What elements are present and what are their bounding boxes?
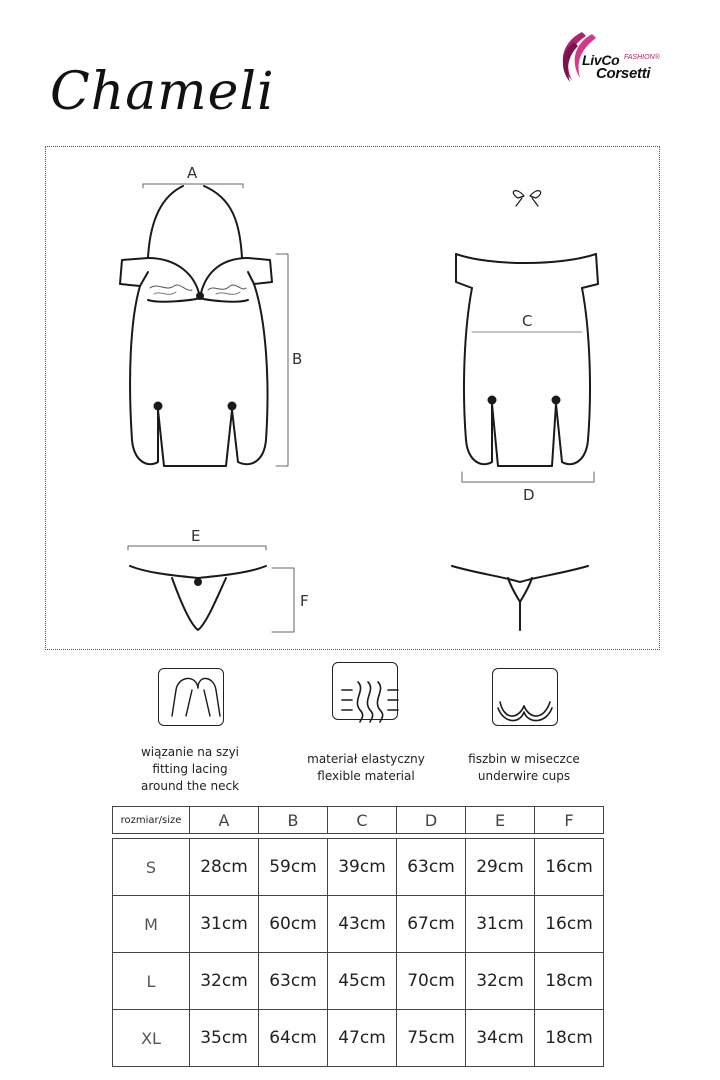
neck-lacing-icon (158, 668, 224, 726)
value-cell: 16cm (535, 896, 604, 953)
value-cell: 47cm (328, 1010, 397, 1067)
size-header-label: rozmiar/size (113, 807, 190, 834)
table-row (113, 896, 604, 953)
product-title: Chameli (50, 62, 275, 122)
measure-label-d: D (523, 486, 535, 504)
column-header-c: C (328, 807, 397, 834)
feature-caption-underwire (434, 751, 614, 785)
front-chemise-drawing (120, 184, 288, 466)
value-cell: 60cm (259, 896, 328, 953)
brand-name-line1: LivCo (582, 52, 620, 68)
value-cell: 16cm (535, 839, 604, 896)
column-header-e: E (466, 807, 535, 834)
size-cell: S (113, 839, 190, 896)
measure-label-e: E (191, 527, 201, 545)
value-cell: 64cm (259, 1010, 328, 1067)
table-row (113, 953, 604, 1010)
value-cell: 28cm (190, 839, 259, 896)
value-cell: 34cm (466, 1010, 535, 1067)
size-cell: XL (113, 1010, 190, 1067)
feature-lacing-line2: fitting lacing (152, 762, 228, 776)
feature-underwire-line2: underwire cups (477, 769, 571, 783)
brand-name-line2: Corsetti (596, 65, 651, 82)
value-cell: 63cm (397, 839, 466, 896)
measure-label-a: A (187, 164, 198, 182)
measure-label-b: B (292, 350, 303, 368)
feature-underwire-line1: fiszbin w miseczce (468, 752, 580, 766)
value-cell: 75cm (397, 1010, 466, 1067)
brand-fashion-tag: FASHION® (624, 54, 660, 61)
feature-lacing-line3: around the neck (140, 779, 240, 793)
value-cell: 35cm (190, 1010, 259, 1067)
value-cell: 39cm (328, 839, 397, 896)
table-row (113, 839, 604, 896)
value-cell: 32cm (190, 953, 259, 1010)
value-cell: 29cm (466, 839, 535, 896)
value-cell: 31cm (466, 896, 535, 953)
feature-caption-elastic (276, 751, 456, 785)
back-thong-drawing (452, 566, 588, 630)
feature-elastic-line1: materiał elastyczny (307, 752, 425, 766)
value-cell: 67cm (397, 896, 466, 953)
size-table (112, 806, 604, 1067)
value-cell: 59cm (259, 839, 328, 896)
column-header-f: F (535, 807, 604, 834)
measure-label-c: C (522, 312, 533, 330)
column-header-b: B (259, 807, 328, 834)
feature-caption-lacing (100, 744, 280, 795)
front-thong-drawing (128, 546, 294, 632)
column-header-a: A (190, 807, 259, 834)
table-row (113, 1010, 604, 1067)
value-cell: 18cm (535, 1010, 604, 1067)
value-cell: 31cm (190, 896, 259, 953)
elastic-material-icon (332, 662, 398, 720)
value-cell: 32cm (466, 953, 535, 1010)
column-header-d: D (397, 807, 466, 834)
value-cell: 45cm (328, 953, 397, 1010)
feature-elastic-line2: flexible material (317, 769, 415, 783)
value-cell: 70cm (397, 953, 466, 1010)
size-cell: M (113, 896, 190, 953)
feature-lacing-line1: wiązanie na szyi (140, 745, 240, 759)
value-cell: 63cm (259, 953, 328, 1010)
value-cell: 43cm (328, 896, 397, 953)
value-cell: 18cm (535, 953, 604, 1010)
size-cell: L (113, 953, 190, 1010)
size-table-header (113, 807, 604, 834)
back-chemise-drawing (456, 191, 598, 482)
underwire-cups-icon (492, 668, 558, 726)
measure-label-f: F (300, 592, 309, 610)
